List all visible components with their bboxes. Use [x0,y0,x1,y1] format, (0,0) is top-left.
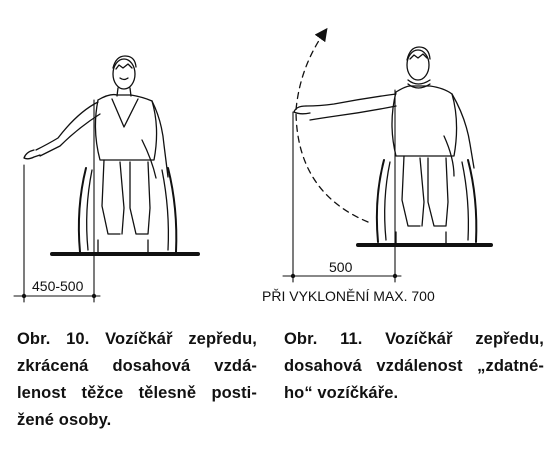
caption-line [17,380,257,407]
caption-word: Obr. [284,330,318,348]
caption-word: Vozíčkář [105,330,173,348]
caption-word: dosahová [112,357,191,375]
caption-word: „zdatné- [477,357,544,375]
caption-word: žené osoby. [17,411,112,429]
caption-word: tělesně [138,384,197,402]
caption-line [17,353,257,380]
caption-word: Obr. [17,330,51,348]
caption-line [17,326,257,353]
caption-word: vzdálenost [376,357,463,375]
caption-word: těžce [81,384,124,402]
left-dimension-label: 450-500 [32,278,84,294]
right-dimension-label: 500 [329,259,353,275]
caption-word: vzdá- [214,357,257,375]
right-lean-note: PŘI VYKLONĚNÍ MAX. 700 [262,288,435,304]
left-wheelchair-figure [14,56,198,302]
caption-word: zkrácená [17,357,89,375]
caption-line [284,353,544,380]
caption-word: posti- [211,384,257,402]
caption-word: 11. [340,330,363,348]
right-wheelchair-figure [283,30,491,282]
caption-line [284,380,544,407]
caption-line [17,407,257,434]
caption-word: lenost [17,384,67,402]
left-figure-caption [17,326,257,434]
caption-line [284,326,544,353]
caption-word: Vozíčkář [385,330,453,348]
right-figure-caption [284,326,544,407]
caption-word: 10. [66,330,90,348]
caption-word: zepředu, [188,330,257,348]
caption-word: zepředu, [475,330,544,348]
caption-word: dosahová [284,357,362,375]
caption-word: ho“ vozíčkáře. [284,384,399,402]
